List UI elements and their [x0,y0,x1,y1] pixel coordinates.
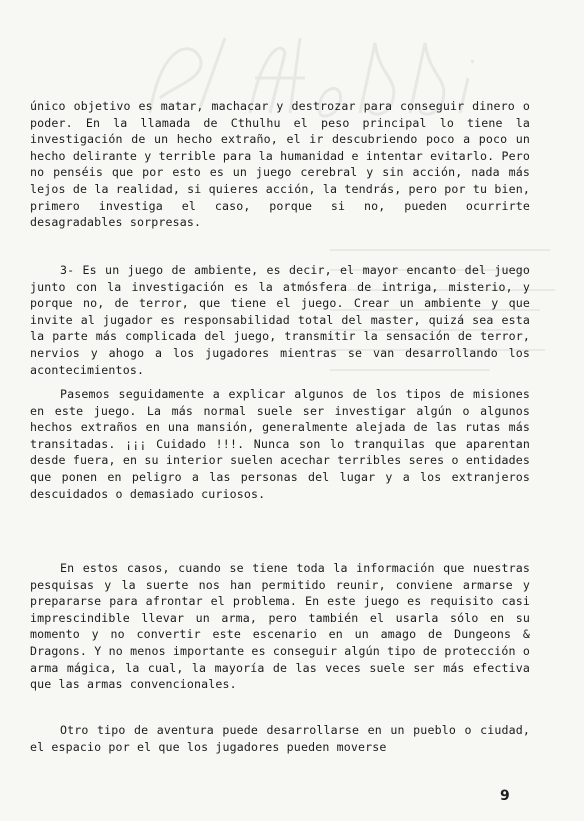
body-text-block [30,262,530,378]
page-number: 9 [500,788,510,804]
paragraph: 3- Es un juego de ambiente, es decir, el mayor encanto del juego junto con la investigación es la atmósfera de intriga, misterio, y porque no, de terror, que tiene el juego. Crear un ambiente y que invite al jugador es responsabilidad total del master, quizá sea esta la parte más complicada del juego, transmitir la sensación de terror, nervios y ahogo a los jugadores mientras se van desarrollando los acontecimientos. [30,263,530,377]
paragraph: En estos casos, cuando se tiene toda la información que nuestras pesquisas y la suerte nos han permitido reunir, conviene armarse y prepararse para afrontar el problema. En este juego es requisito casi imprescindible llevar un arma, pero también el usarla sólo en su momento y no convertir este escenario en un amago de Dungeons & Dragons. Y no menos importante es conseguir algún tipo de protección o arma mágica, la cual, la mayoría de las veces suele ser más efectiva que las armas convencionales. [30,561,530,692]
paragraph: Otro tipo de aventura puede desarrollarse en un pueblo o ciudad, el espacio por el que los jugadores pueden moverse [30,723,530,754]
paragraph: Pasemos seguidamente a explicar algunos de los tipos de misiones en este juego. La más normal suele ser investigar algún o algunos hechos extraños en una mansión, generalmente alejada de las rutas más transitadas. ¡¡¡ Cuidado !!!. Nunca son lo tranquilas que aparentan desde fuera, en su interior suelen acechar terribles seres o entidades que ponen en peligro a las personas del lugar y a los extranjeros descuidados o demasiado curiosos. [30,387,530,501]
body-text-block [30,386,530,502]
body-text-block [30,98,530,231]
body-text-block [30,560,530,693]
paragraph: único objetivo es matar, machacar y destrozar para conseguir dinero o poder. En la llamada de Cthulhu el peso principal lo tiene la investigación de un hecho extraño, el ir descubriendo poco a poco un hecho delirante y terrible para la humanidad e intentar evitarlo. Pero no penséis que por esto es un juego cerebral y sin acción, nada más lejos de la realidad, si quieres acción, la tendrás, pero por tu bien, primero investiga el caso, porque si no, pueden ocurrirte desagradables sorpresas. [30,99,530,230]
body-text-block [30,722,530,755]
